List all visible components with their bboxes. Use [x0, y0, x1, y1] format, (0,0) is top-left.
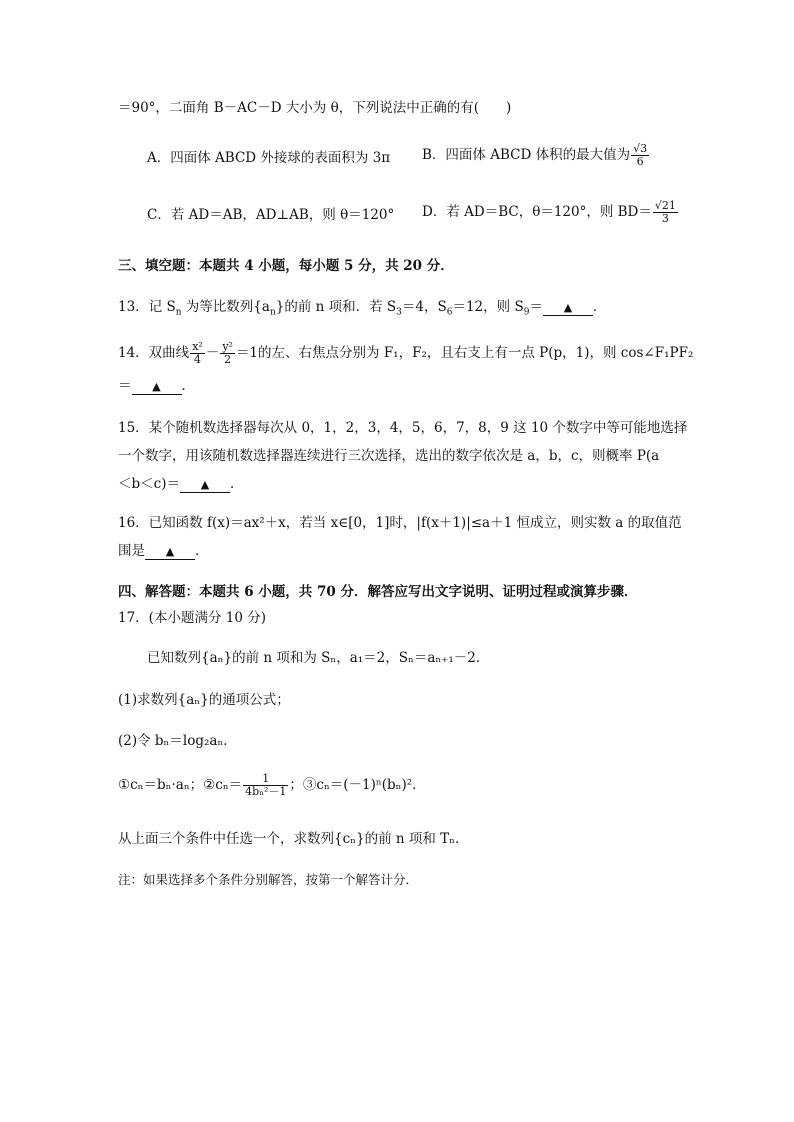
q13-sub: 6: [446, 307, 453, 318]
section-3-heading: 三、填空题：本题共 4 小题，每小题 5 分，共 20 分．: [118, 258, 454, 274]
question-17-heading: 17．(本小题满分 10 分): [118, 610, 266, 626]
question-17-conditions: [118, 770, 426, 800]
q12-option-b-fraction: [631, 143, 649, 168]
triangle-marker-icon: ▲: [165, 545, 175, 558]
question-14-line-2: [118, 376, 195, 396]
period: ．: [229, 476, 244, 492]
q13-sub: 3: [396, 307, 402, 318]
question-17-choose: 从上面三个条件中任选一个，求数列{cₙ}的前 n 项和 Tₙ．: [118, 831, 469, 847]
fraction-numerator: √21: [654, 199, 676, 212]
q12-option-d-text: D．若 AD＝BC，θ＝120°，则 BD＝: [422, 204, 652, 220]
q14-fraction-x: [190, 341, 205, 366]
question-15-line-1: 15．某个随机数选择器每次从 0，1，2，3，4，5，6，7，8，9 这 10 个数字中等可能地选择: [118, 420, 688, 436]
q14-text: 14．双曲线: [118, 345, 190, 361]
question-17-note: 注：如果选择多个条件分别解答，按第一个解答计分．: [118, 872, 419, 887]
fraction-numerator: y²: [222, 340, 233, 353]
fraction-numerator: √3: [633, 142, 648, 155]
q13-sub: n: [175, 307, 182, 318]
triangle-marker-icon: ▲: [152, 380, 161, 393]
fraction-denominator: 6: [636, 155, 644, 168]
condition-2-fraction: [243, 773, 288, 798]
q13-sub: 9: [523, 307, 530, 318]
q13-text: 为等比数列{a: [181, 299, 270, 315]
q13-text: ＝: [529, 299, 543, 315]
q14-minus: －: [205, 345, 220, 361]
q16-text: 围是: [118, 543, 145, 559]
fraction-numerator: x²: [192, 340, 203, 353]
question-17-given: 已知数列{aₙ}的前 n 项和为 Sₙ，a₁＝2，Sₙ＝aₙ₊₁－2．: [147, 650, 490, 666]
fraction-denominator: 3: [661, 212, 669, 225]
fraction-denominator: 2: [224, 353, 232, 366]
triangle-marker-icon: ▲: [563, 301, 573, 314]
q14-text: ＝1的左、右焦点分别为 F₁，F₂，且右支上有一点 P(p，1)，则 cos∠F₁PF₂: [235, 345, 694, 361]
question-17-part-2: (2)令 bₙ＝log₂aₙ．: [118, 733, 237, 749]
fraction-denominator: 4bₙ²－1: [245, 785, 287, 798]
answer-blank[interactable]: [543, 300, 593, 316]
question-16-line-1: 16．已知函数 f(x)＝ax²＋x，若当 x∈[0，1]时，|f(x＋1)|≤a＋1 恒成立，则实数 a 的取值范: [118, 515, 682, 531]
fraction-denominator: 4: [194, 353, 201, 366]
question-15-line-3: [118, 474, 243, 494]
fraction-numerator: 1: [243, 773, 288, 786]
condition-1: ①cₙ＝bₙ·aₙ；②cₙ＝: [118, 777, 243, 793]
q13-text: ＝12，则 S: [452, 299, 524, 315]
q12-option-d-fraction: [653, 200, 678, 225]
q12-option-b-text: B．四面体 ABCD 体积的最大值为: [422, 147, 631, 163]
q12-option-b: [422, 140, 650, 170]
answer-blank[interactable]: [145, 544, 195, 560]
question-13: [118, 297, 606, 317]
q13-text: }的前 n 项和．若 S: [275, 299, 397, 315]
q12-stem-continuation: ＝90°，二面角 B－AC－D 大小为 θ，下列说法中正确的有( ): [118, 100, 512, 116]
q12-option-c: C．若 AD＝AB，AD⊥AB，则 θ＝120°: [147, 207, 395, 223]
answer-blank[interactable]: [180, 477, 230, 493]
q13-sub: n: [269, 307, 276, 318]
section-4-heading: 四、解答题：本题共 6 小题，共 70 分．解答应写出文字说明、证明过程或演算步骤．: [118, 584, 638, 600]
q15-text: ＜b＜c)＝: [118, 476, 180, 492]
question-17-part-1: (1)求数列{aₙ}的通项公式；: [118, 692, 290, 708]
q14-fraction-y: [220, 341, 235, 366]
q13-text: ＝4，S: [401, 299, 447, 315]
period: ．: [181, 378, 195, 394]
answer-blank[interactable]: [132, 379, 182, 395]
question-16-line-2: [118, 541, 209, 561]
q14-text: ＝: [118, 378, 132, 394]
period: ．: [195, 543, 209, 559]
q12-option-a: A．四面体 ABCD 外接球的表面积为 3π: [147, 150, 391, 166]
question-15-line-2: 一个数字，用该随机数选择器连续进行三次选择，选出的数字依次是 a，b，c，则概率 P(a: [118, 448, 660, 464]
triangle-marker-icon: ▲: [200, 478, 210, 491]
q13-text: 13．记 S: [118, 299, 176, 315]
period: ．: [592, 299, 607, 315]
condition-3: ；③cₙ＝(－1)ⁿ(bₙ)²．: [289, 777, 426, 793]
q12-option-d: [422, 197, 679, 227]
question-14-line-1: [118, 338, 693, 368]
